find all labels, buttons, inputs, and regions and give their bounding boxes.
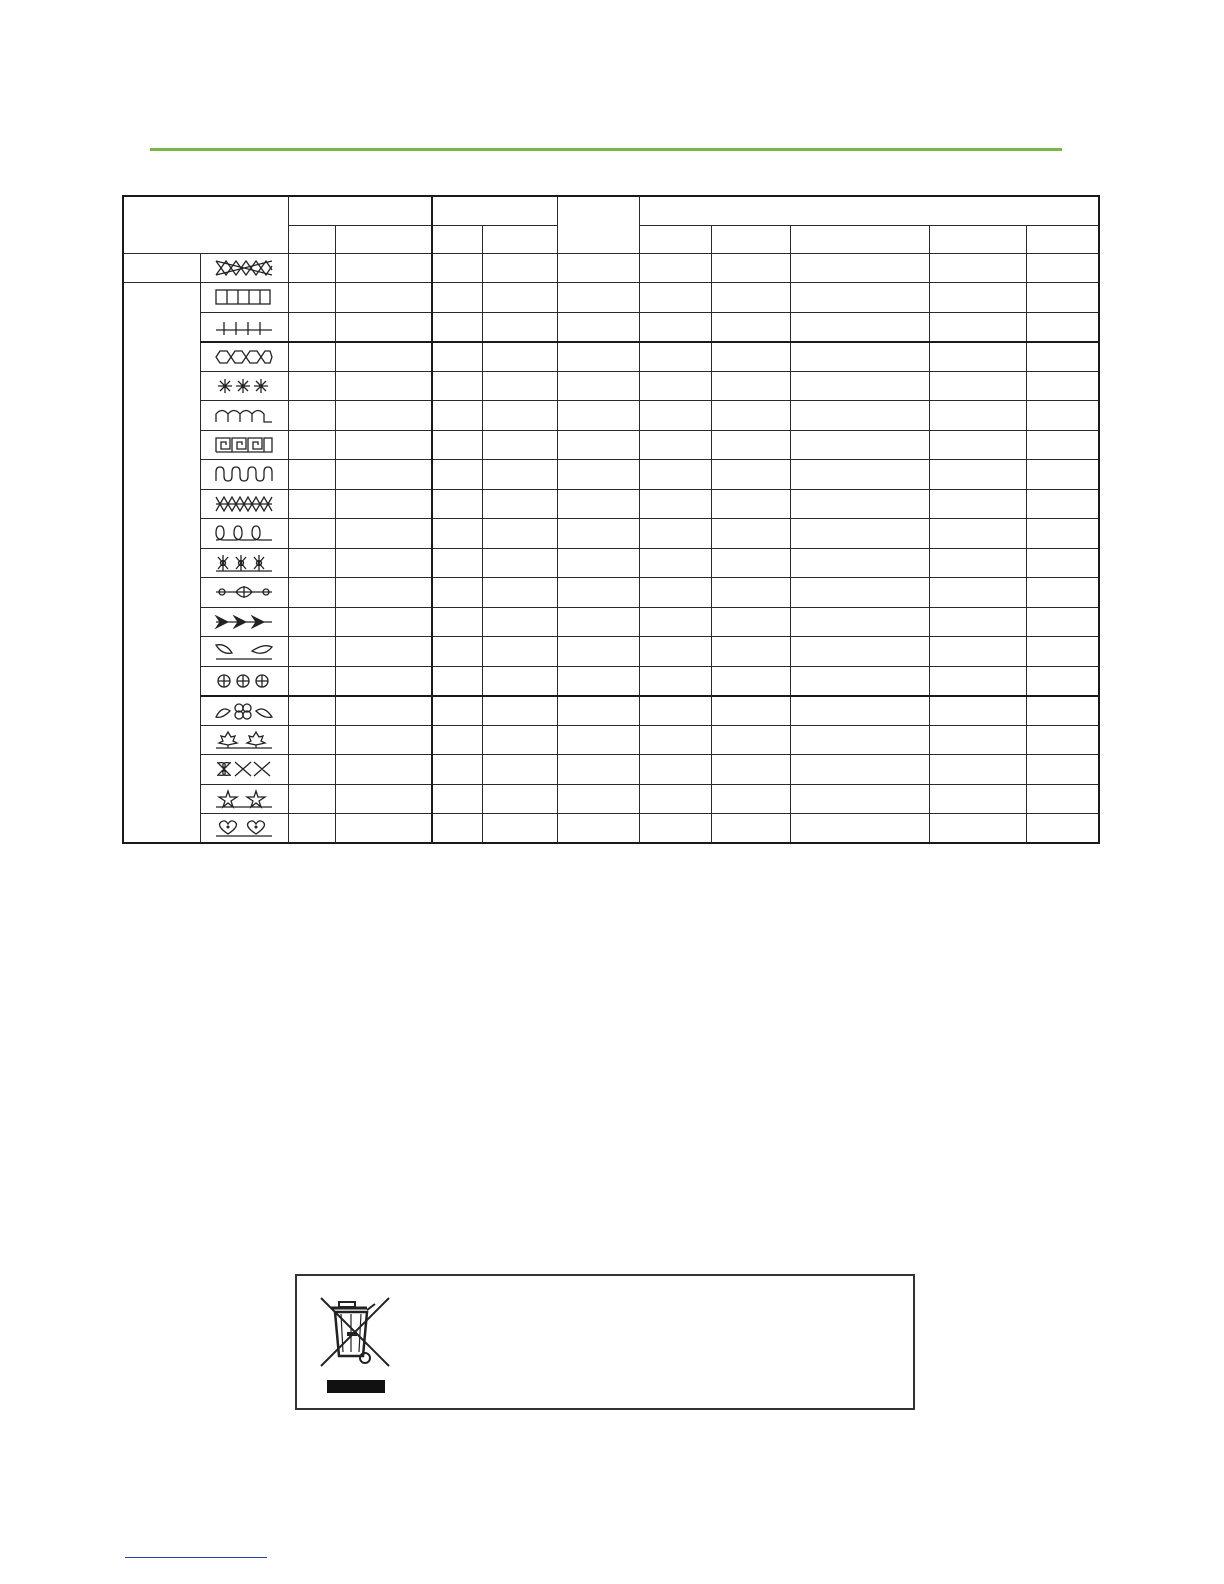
- serpentine-wave-icon: [214, 464, 274, 484]
- table-cell: [1026, 283, 1099, 313]
- table-cell: [432, 401, 482, 431]
- table-cell: [639, 578, 711, 608]
- table-cell: [432, 489, 482, 519]
- table-cell: [639, 430, 711, 460]
- footer-link-underline[interactable]: [125, 1557, 267, 1558]
- table-cell: [335, 312, 432, 342]
- stitch-pattern-cell: [200, 401, 288, 431]
- table-cell: [482, 460, 557, 490]
- table-cell: [288, 371, 335, 401]
- crossed-out-wheelie-bin-icon: [319, 1294, 391, 1394]
- table-row: [123, 519, 1099, 549]
- table-cell: [557, 578, 639, 608]
- table-cell: [929, 637, 1026, 667]
- table-cell: [1026, 755, 1099, 785]
- table-cell: [557, 253, 639, 283]
- table-cell: [335, 430, 432, 460]
- leaf-flower-icon: [214, 701, 274, 721]
- table-cell: [432, 696, 482, 726]
- asterisk-star-icon: [214, 376, 274, 396]
- table-cell: [1026, 342, 1099, 372]
- table-row: [123, 401, 1099, 431]
- table-cell: [711, 342, 790, 372]
- table-cell: [711, 548, 790, 578]
- stitch-pattern-cell: [200, 371, 288, 401]
- stitch-pattern-cell: [200, 519, 288, 549]
- table-cell: [335, 253, 432, 283]
- table-cell: [711, 666, 790, 696]
- table-cell: [790, 460, 929, 490]
- table-cell: [335, 578, 432, 608]
- table-cell: [557, 755, 639, 785]
- table-cell: [557, 489, 639, 519]
- table-cell: [335, 725, 432, 755]
- table-cell: [639, 755, 711, 785]
- header-cell: [711, 225, 790, 253]
- table-cell: [482, 548, 557, 578]
- stitch-pattern-cell: [200, 725, 288, 755]
- table-cell: [335, 814, 432, 844]
- table-cell: [335, 401, 432, 431]
- table-cell: [557, 342, 639, 372]
- table-cell: [432, 253, 482, 283]
- table-cell: [1026, 519, 1099, 549]
- table-cell: [288, 460, 335, 490]
- table-cell: [288, 283, 335, 313]
- table-cell: [335, 460, 432, 490]
- table-cell: [557, 666, 639, 696]
- maple-leaf-icon: [214, 730, 274, 750]
- table-cell: [335, 755, 432, 785]
- table-row: [123, 430, 1099, 460]
- section-divider: [150, 148, 1062, 151]
- header-cell: [432, 225, 482, 253]
- table-cell: [288, 666, 335, 696]
- table-cell: [929, 312, 1026, 342]
- stitch-pattern-cell: [200, 342, 288, 372]
- table-cell: [1026, 578, 1099, 608]
- group-label-cell: [123, 283, 200, 844]
- table-cell: [335, 666, 432, 696]
- table-cell: [639, 637, 711, 667]
- table-cell: [482, 814, 557, 844]
- table-row: [123, 312, 1099, 342]
- table-cell: [482, 312, 557, 342]
- table-cell: [1026, 371, 1099, 401]
- table-cell: [557, 401, 639, 431]
- table-cell: [711, 283, 790, 313]
- table-cell: [557, 696, 639, 726]
- header-cell: [335, 225, 432, 253]
- stitch-pattern-cell: [200, 784, 288, 814]
- table-cell: [288, 548, 335, 578]
- stitch-pattern-cell: [200, 578, 288, 608]
- table-cell: [432, 784, 482, 814]
- table-cell: [557, 460, 639, 490]
- box-grid-icon: [214, 287, 274, 307]
- table-cell: [432, 430, 482, 460]
- table-cell: [288, 312, 335, 342]
- table-cell: [790, 548, 929, 578]
- table-cell: [711, 460, 790, 490]
- table-cell: [482, 637, 557, 667]
- table-cell: [1026, 607, 1099, 637]
- table-cell: [711, 489, 790, 519]
- table-cell: [790, 725, 929, 755]
- table-cell: [482, 725, 557, 755]
- flower-cluster-icon: [214, 671, 274, 691]
- table-cell: [288, 253, 335, 283]
- ornamental-scroll-icon: [214, 582, 274, 602]
- table-cell: [639, 696, 711, 726]
- table-cell: [1026, 489, 1099, 519]
- stitch-pattern-cell: [200, 489, 288, 519]
- table-cell: [432, 637, 482, 667]
- table-cell: [929, 666, 1026, 696]
- table-cell: [432, 814, 482, 844]
- table-cell: [432, 578, 482, 608]
- table-cell: [639, 312, 711, 342]
- table-cell: [929, 548, 1026, 578]
- table-cell: [288, 489, 335, 519]
- table-cell: [557, 814, 639, 844]
- table-cell: [1026, 430, 1099, 460]
- table-cell: [929, 489, 1026, 519]
- stitch-pattern-cell: [200, 312, 288, 342]
- table-cell: [335, 607, 432, 637]
- leaf-vine-icon: [214, 641, 274, 661]
- table-cell: [929, 578, 1026, 608]
- table-cell: [288, 607, 335, 637]
- table-cell: [929, 430, 1026, 460]
- header-cell: [123, 196, 288, 253]
- table-cell: [929, 519, 1026, 549]
- table-cell: [288, 696, 335, 726]
- header-cell: [432, 196, 557, 225]
- table-cell: [711, 430, 790, 460]
- table-row: [123, 283, 1099, 313]
- heart-outline-icon: [214, 818, 274, 838]
- table-cell: [288, 401, 335, 431]
- table-cell: [929, 401, 1026, 431]
- table-cell: [929, 755, 1026, 785]
- table-cell: [711, 725, 790, 755]
- stitch-settings-table: [122, 195, 1100, 844]
- honeycomb-icon: [214, 347, 274, 367]
- table-cell: [929, 371, 1026, 401]
- table-cell: [711, 814, 790, 844]
- table-cell: [335, 489, 432, 519]
- table-cell: [929, 784, 1026, 814]
- table-cell: [929, 460, 1026, 490]
- diamond-cross-icon: [214, 553, 274, 573]
- table-cell: [482, 401, 557, 431]
- stitch-pattern-cell: [200, 253, 288, 283]
- loop-curl-icon: [214, 523, 274, 543]
- feather-comb-icon: [214, 317, 274, 337]
- table-cell: [1026, 666, 1099, 696]
- table-row: [123, 784, 1099, 814]
- table-cell: [790, 578, 929, 608]
- table-cell: [790, 253, 929, 283]
- table-cell: [432, 666, 482, 696]
- table-cell: [288, 578, 335, 608]
- table-cell: [711, 253, 790, 283]
- table-cell: [557, 312, 639, 342]
- table-cell: [790, 283, 929, 313]
- table-cell: [711, 578, 790, 608]
- table-cell: [711, 519, 790, 549]
- table-cell: [482, 283, 557, 313]
- table-cell: [557, 548, 639, 578]
- table-cell: [639, 371, 711, 401]
- table-row: [123, 371, 1099, 401]
- table-cell: [557, 637, 639, 667]
- table-row: [123, 253, 1099, 283]
- table-cell: [1026, 401, 1099, 431]
- table-cell: [790, 607, 929, 637]
- table-row: [123, 814, 1099, 844]
- table-cell: [482, 489, 557, 519]
- arch-scallop-icon: [214, 405, 274, 425]
- stitch-pattern-cell: [200, 607, 288, 637]
- table-cell: [482, 607, 557, 637]
- butterfly-icon: [214, 759, 274, 779]
- table-cell: [790, 755, 929, 785]
- stitch-pattern-cell: [200, 430, 288, 460]
- table-cell: [557, 371, 639, 401]
- table-cell: [1026, 784, 1099, 814]
- table-cell: [482, 666, 557, 696]
- table-cell: [1026, 696, 1099, 726]
- table-cell: [639, 666, 711, 696]
- stitch-pattern-cell: [200, 814, 288, 844]
- table-cell: [432, 607, 482, 637]
- table-cell: [639, 283, 711, 313]
- table-row: [123, 578, 1099, 608]
- table-cell: [639, 548, 711, 578]
- header-cell: [790, 225, 929, 253]
- table-row: [123, 607, 1099, 637]
- table-cell: [482, 342, 557, 372]
- table-cell: [929, 814, 1026, 844]
- table-cell: [335, 784, 432, 814]
- table-cell: [639, 253, 711, 283]
- table-cell: [1026, 548, 1099, 578]
- table-cell: [557, 784, 639, 814]
- table-cell: [557, 519, 639, 549]
- table-cell: [790, 637, 929, 667]
- table-cell: [790, 666, 929, 696]
- table-cell: [639, 342, 711, 372]
- table-cell: [288, 755, 335, 785]
- table-cell: [482, 519, 557, 549]
- table-cell: [639, 725, 711, 755]
- table-cell: [790, 489, 929, 519]
- table-cell: [711, 401, 790, 431]
- table-row: [123, 696, 1099, 726]
- stitch-pattern-cell: [200, 696, 288, 726]
- table-cell: [288, 725, 335, 755]
- table-row: [123, 666, 1099, 696]
- table-cell: [929, 725, 1026, 755]
- weee-disposal-notice: [295, 1274, 915, 1410]
- header-cell: [482, 225, 557, 253]
- table-cell: [790, 312, 929, 342]
- table-cell: [929, 607, 1026, 637]
- table-cell: [1026, 312, 1099, 342]
- table-cell: [432, 371, 482, 401]
- group-label-cell: [123, 253, 200, 283]
- table-cell: [929, 283, 1026, 313]
- table-cell: [288, 637, 335, 667]
- table-cell: [929, 253, 1026, 283]
- table-cell: [335, 283, 432, 313]
- star-outline-icon: [214, 789, 274, 809]
- table-cell: [711, 696, 790, 726]
- table-cell: [432, 725, 482, 755]
- table-cell: [557, 430, 639, 460]
- stitch-pattern-cell: [200, 283, 288, 313]
- table-cell: [1026, 814, 1099, 844]
- header-cell: [288, 225, 335, 253]
- table-cell: [1026, 460, 1099, 490]
- table-cell: [335, 342, 432, 372]
- header-cell: [557, 196, 639, 253]
- cross-stitch-zigzag-icon: [214, 258, 274, 278]
- header-cell: [1026, 225, 1099, 253]
- table-cell: [482, 578, 557, 608]
- table-cell: [711, 312, 790, 342]
- table-cell: [639, 519, 711, 549]
- table-cell: [482, 430, 557, 460]
- header-cell: [639, 196, 1099, 225]
- table-cell: [557, 725, 639, 755]
- table-cell: [557, 283, 639, 313]
- table-cell: [432, 548, 482, 578]
- table-row: [123, 489, 1099, 519]
- table-cell: [790, 430, 929, 460]
- table-row: [123, 755, 1099, 785]
- table-cell: [288, 342, 335, 372]
- table-cell: [432, 342, 482, 372]
- table-cell: [1026, 637, 1099, 667]
- table-row: [123, 342, 1099, 372]
- table-cell: [335, 519, 432, 549]
- table-cell: [639, 814, 711, 844]
- table-row: [123, 637, 1099, 667]
- table-cell: [790, 401, 929, 431]
- header-cell: [288, 196, 432, 225]
- stitch-pattern-cell: [200, 666, 288, 696]
- table-header-row: [123, 196, 1099, 225]
- table-row: [123, 548, 1099, 578]
- header-cell: [929, 225, 1026, 253]
- table-cell: [639, 607, 711, 637]
- greek-key-icon: [214, 435, 274, 455]
- table-cell: [482, 371, 557, 401]
- table-cell: [482, 696, 557, 726]
- stitch-pattern-cell: [200, 637, 288, 667]
- table-cell: [639, 401, 711, 431]
- stitch-pattern-cell: [200, 548, 288, 578]
- table-cell: [639, 489, 711, 519]
- arrowhead-chevron-icon: [214, 612, 274, 632]
- table-cell: [1026, 253, 1099, 283]
- table-cell: [288, 814, 335, 844]
- table-cell: [1026, 725, 1099, 755]
- header-cell: [639, 225, 711, 253]
- table-cell: [790, 814, 929, 844]
- table-cell: [482, 253, 557, 283]
- table-cell: [790, 342, 929, 372]
- table-cell: [929, 342, 1026, 372]
- table-cell: [639, 460, 711, 490]
- table-cell: [711, 784, 790, 814]
- table-cell: [288, 430, 335, 460]
- table-cell: [432, 283, 482, 313]
- table-cell: [335, 548, 432, 578]
- table-cell: [557, 607, 639, 637]
- table-cell: [790, 371, 929, 401]
- table-cell: [482, 784, 557, 814]
- table-cell: [639, 784, 711, 814]
- table-row: [123, 460, 1099, 490]
- table-cell: [711, 755, 790, 785]
- table-cell: [335, 637, 432, 667]
- stitch-pattern-cell: [200, 460, 288, 490]
- table-cell: [288, 784, 335, 814]
- table-cell: [432, 460, 482, 490]
- table-cell: [790, 519, 929, 549]
- table-cell: [335, 371, 432, 401]
- table-cell: [711, 371, 790, 401]
- table-row: [123, 725, 1099, 755]
- double-cross-icon: [214, 494, 274, 514]
- table-cell: [432, 519, 482, 549]
- table-cell: [790, 784, 929, 814]
- table-cell: [790, 696, 929, 726]
- table-cell: [711, 637, 790, 667]
- table-cell: [335, 696, 432, 726]
- table-cell: [288, 519, 335, 549]
- table-cell: [432, 312, 482, 342]
- table-cell: [711, 607, 790, 637]
- stitch-pattern-cell: [200, 755, 288, 785]
- table-cell: [432, 755, 482, 785]
- table-cell: [929, 696, 1026, 726]
- table-cell: [482, 755, 557, 785]
